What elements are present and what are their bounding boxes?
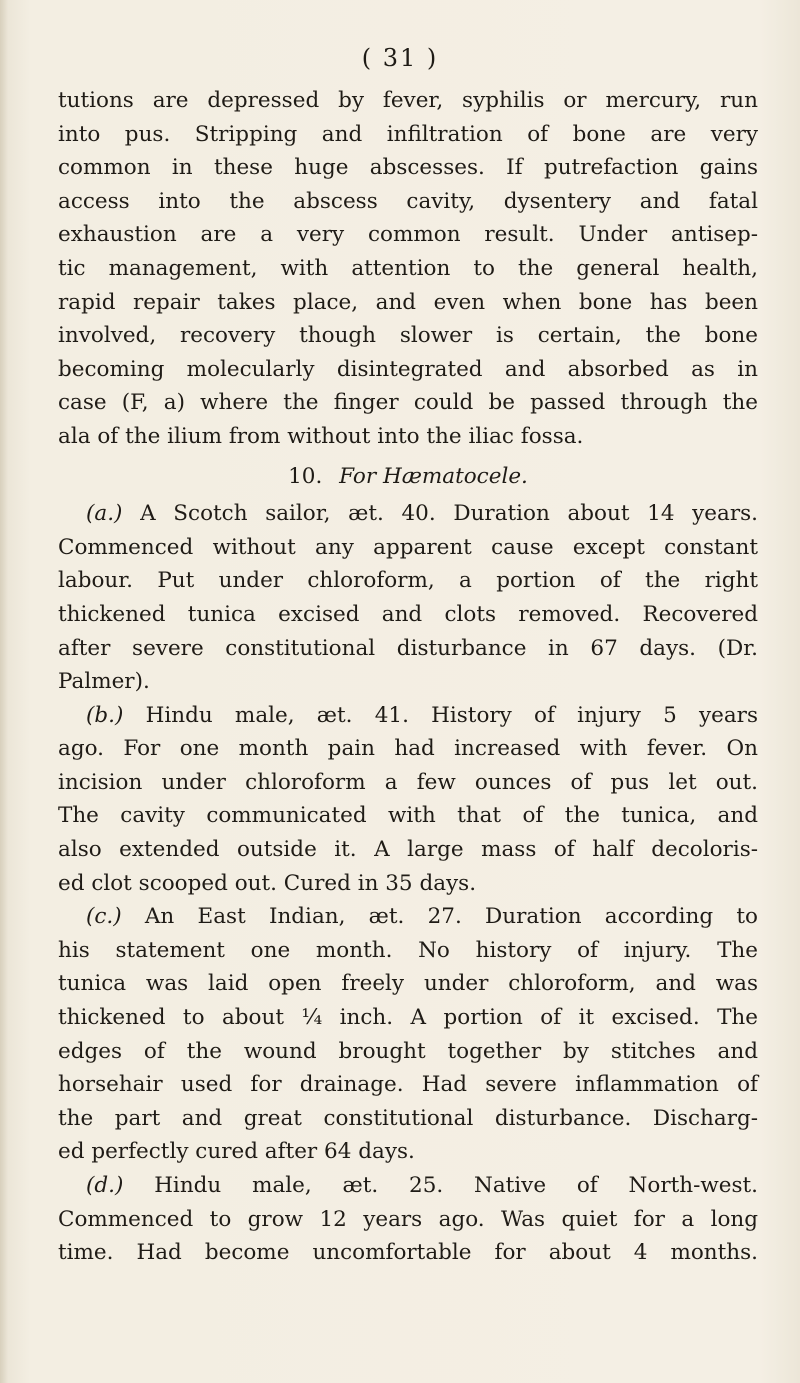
text-line: ago. For one month pain had increased with fever. On (58, 736, 758, 762)
text-line: Commenced to grow 12 years ago. Was quiet for a long (58, 1206, 758, 1232)
case-c (58, 900, 758, 1169)
text-line: edges of the wound brought together by stitches and (58, 1038, 758, 1064)
text-line: ala of the ilium from without into the iliac fossa. (58, 423, 584, 449)
text-line: becoming molecularly disintegrated and absorbed as in (58, 356, 758, 382)
text-line: tic management, with attention to the general health, (58, 255, 758, 281)
case-d (58, 1169, 758, 1270)
text-line: Palmer). (58, 669, 150, 695)
text-line: case (F, a) where the finger could be passed through the (58, 390, 758, 416)
text-line: The cavity communicated with that of the tunica, and (58, 803, 758, 829)
paragraph-continuation (58, 84, 758, 454)
text-line: exhaustion are a very common result. Under antisep- (58, 222, 758, 248)
text-line: into pus. Stripping and infiltration of bone are very (58, 121, 758, 147)
text-line: labour. Put under chloroform, a portion of the right (58, 568, 758, 594)
text-line (58, 1169, 758, 1203)
page-body (58, 84, 758, 1270)
text-line: Commenced without any apparent cause except constant (58, 534, 758, 560)
case-label: (d.) (86, 1173, 124, 1198)
text-line: thickened to about ¼ inch. A portion of it excised. The (58, 1005, 758, 1031)
case-text: A Scotch sailor, æt. 40. Duration about 14 years. (140, 501, 758, 527)
page-edge-shadow (0, 0, 8, 1383)
section-heading (58, 460, 758, 494)
case-text: An East Indian, æt. 27. Duration according to (144, 904, 758, 930)
text-line: involved, recovery though slower is certain, the bone (58, 323, 758, 349)
text-line: his statement one month. No history of injury. The (58, 937, 758, 963)
case-b (58, 699, 758, 901)
text-line: tunica was laid open freely under chloroform, and was (58, 971, 758, 997)
case-text: Hindu male, æt. 25. Native of North-west. (154, 1173, 758, 1198)
case-text: Hindu male, æt. 41. History of injury 5 years (145, 702, 758, 728)
case-label: (c.) (86, 904, 122, 930)
text-line: horsehair used for drainage. Had severe inflammation of (58, 1072, 758, 1098)
text-line: thickened tunica excised and clots removed. Recovered (58, 601, 758, 627)
case-label: (a.) (86, 501, 123, 527)
text-line: time. Had become uncomfortable for about 4 months. (58, 1240, 758, 1266)
text-line: after severe constitutional disturbance in 67 days. (Dr. (58, 635, 758, 661)
text-line: ed clot scooped out. Cured in 35 days. (58, 870, 477, 896)
text-line: rapid repair takes place, and even when bone has been (58, 289, 758, 315)
text-line: access into the abscess cavity, dysentery and fatal (58, 188, 758, 214)
text-line (58, 900, 758, 934)
case-label: (b.) (86, 702, 124, 728)
text-line: also extended outside it. A large mass of half decoloris- (58, 837, 758, 863)
page-number: ( 31 ) (361, 44, 439, 72)
text-line (58, 497, 758, 531)
section-title: For Hæmatocele. (339, 463, 528, 489)
text-line (58, 699, 758, 733)
text-line: common in these huge abscesses. If putrefaction gains (58, 155, 758, 181)
case-a (58, 497, 758, 699)
section-number: 10. (288, 463, 323, 489)
text-line: incision under chloroform a few ounces of pus let out. (58, 769, 758, 795)
text-line: tutions are depressed by fever, syphilis or mercury, run (58, 88, 758, 113)
text-line: ed perfectly cured after 64 days. (58, 1139, 415, 1165)
text-line: the part and great constitutional disturbance. Discharg- (58, 1105, 758, 1131)
